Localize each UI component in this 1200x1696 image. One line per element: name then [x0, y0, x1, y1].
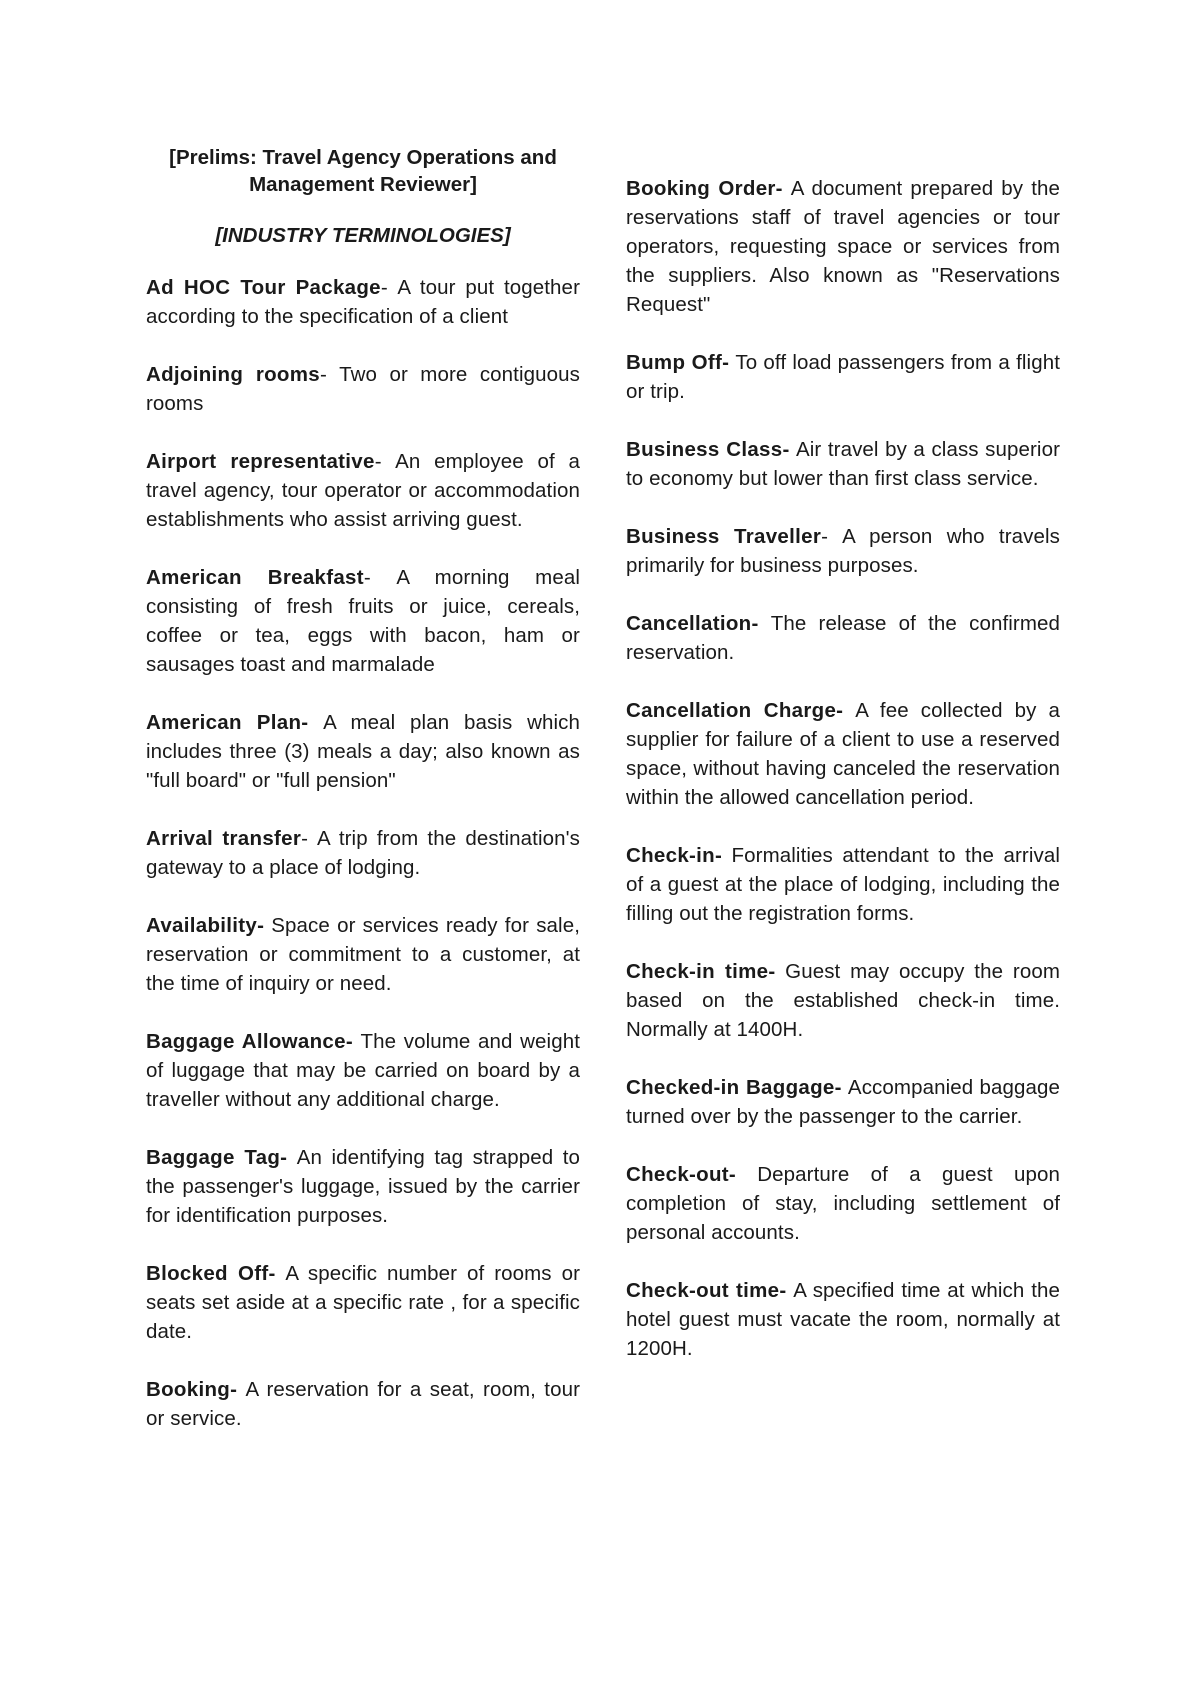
- glossary-term: Ad HOC Tour Package: [146, 276, 381, 299]
- section-heading: [INDUSTRY TERMINOLOGIES]: [215, 224, 511, 247]
- glossary-term: Availability-: [146, 914, 265, 937]
- glossary-entry: [626, 957, 1060, 1044]
- glossary-term: Business Class-: [626, 438, 790, 461]
- term-separator: -: [821, 525, 843, 548]
- glossary-term: Check-out-: [626, 1163, 737, 1186]
- glossary-entry: [146, 273, 580, 331]
- glossary-term: Blocked Off-: [146, 1262, 276, 1285]
- glossary-definition: An identifying tag strapped to the passenger's luggage, issued by the carrier for identification purposes.: [146, 1146, 580, 1227]
- glossary-term: Booking-: [146, 1378, 238, 1401]
- glossary-entry: [626, 174, 1060, 319]
- glossary-definition: A person who travels primarily for business purposes.: [626, 525, 1060, 577]
- glossary-term: Check-out time-: [626, 1279, 787, 1302]
- glossary-definition: A document prepared by the reservations staff of travel agencies or tour operators, requesting space or services from the suppliers. Also known as "Reservations Request": [626, 177, 1060, 316]
- glossary-definition: A specified time at which the hotel guest must vacate the room, normally at 1200H.: [626, 1279, 1060, 1360]
- glossary-term: Adjoining rooms: [146, 363, 320, 386]
- glossary-term: Booking Order-: [626, 177, 783, 200]
- glossary-term: Checked-in Baggage-: [626, 1076, 842, 1099]
- glossary-entry: [146, 447, 580, 534]
- title-line-1: [Prelims: Travel Agency Operations and: [169, 146, 557, 169]
- term-separator: -: [301, 827, 318, 850]
- right-glossary-list: [626, 174, 1060, 1363]
- glossary-definition: An employee of a travel agency, tour operator or accommodation establishments who assist arriving guest.: [146, 450, 580, 531]
- glossary-term: American Plan-: [146, 711, 309, 734]
- glossary-entry: [146, 1027, 580, 1114]
- glossary-definition: Accompanied baggage turned over by the passenger to the carrier.: [626, 1076, 1060, 1128]
- term-separator: -: [374, 450, 396, 473]
- glossary-term: Baggage Tag-: [146, 1146, 288, 1169]
- glossary-entry: [146, 911, 580, 998]
- glossary-definition: A trip from the destination's gateway to a place of lodging.: [146, 827, 580, 879]
- term-separator: -: [380, 276, 398, 299]
- glossary-entry: [626, 522, 1060, 580]
- term-separator: [759, 612, 771, 635]
- glossary-definition: To off load passengers from a flight or trip.: [626, 351, 1061, 403]
- glossary-definition: Guest may occupy the room based on the established check-in time. Normally at 1400H.: [626, 960, 1060, 1041]
- glossary-entry: [146, 824, 580, 882]
- left-column: [146, 144, 580, 1462]
- glossary-entry: [146, 360, 580, 418]
- glossary-term: Check-in-: [626, 844, 723, 867]
- term-separator: [722, 844, 731, 867]
- glossary-term: Check-in time-: [626, 960, 776, 983]
- term-separator: [843, 699, 855, 722]
- glossary-entry: [626, 1073, 1060, 1131]
- glossary-definition: Formalities attendant to the arrival of a guest at the place of lodging, including the filling out the registration forms.: [626, 844, 1060, 925]
- glossary-definition: Space or services ready for sale, reservation or commitment to a customer, at the time of inquiry or need.: [146, 914, 580, 995]
- glossary-term: Baggage Allowance-: [146, 1030, 353, 1053]
- term-separator: [775, 960, 785, 983]
- glossary-term: Cancellation Charge-: [626, 699, 844, 722]
- glossary-term: Bump Off-: [626, 351, 730, 374]
- term-separator: [783, 177, 791, 200]
- glossary-term: Airport representative: [146, 450, 375, 473]
- term-separator: [736, 1163, 757, 1186]
- term-separator: [276, 1262, 286, 1285]
- glossary-definition: A morning meal consisting of fresh fruits or juice, cereals, coffee or tea, eggs with bacon, ham or sausages toast and marmalade: [146, 566, 580, 676]
- glossary-definition: The release of the confirmed reservation.: [626, 612, 1061, 664]
- left-glossary-list: [146, 273, 580, 1433]
- glossary-entry: [146, 708, 580, 795]
- document-title: [146, 144, 580, 198]
- glossary-definition: A reservation for a seat, room, tour or service.: [146, 1378, 580, 1430]
- term-separator: [287, 1146, 296, 1169]
- term-separator: -: [319, 363, 340, 386]
- glossary-term: Business Traveller: [626, 525, 822, 548]
- term-separator: [308, 711, 323, 734]
- glossary-entry: [626, 841, 1060, 928]
- glossary-entry: [626, 696, 1060, 812]
- title-line-2: Management Reviewer]: [249, 173, 477, 196]
- glossary-entry: [146, 1259, 580, 1346]
- glossary-definition: A meal plan basis which includes three (3) meals a day; also known as "full board" or "full pension": [146, 711, 580, 792]
- glossary-definition: A specific number of rooms or seats set aside at a specific rate , for a specific date.: [146, 1262, 580, 1343]
- right-column: [626, 174, 1060, 1392]
- glossary-definition: A fee collected by a supplier for failure of a client to use a reserved space, without having canceled the reservation within the allowed cancellation period.: [626, 699, 1061, 809]
- glossary-term: American Breakfast: [146, 566, 364, 589]
- glossary-entry: [626, 1276, 1060, 1363]
- glossary-entry: [626, 609, 1060, 667]
- glossary-definition: The volume and weight of luggage that may be carried on board by a traveller without any additional charge.: [146, 1030, 581, 1111]
- glossary-definition: Departure of a guest upon completion of stay, including settlement of personal accounts.: [626, 1163, 1060, 1244]
- term-separator: -: [363, 566, 397, 589]
- glossary-entry: [146, 563, 580, 679]
- glossary-entry: [146, 1143, 580, 1230]
- glossary-definition: Air travel by a class superior to economy but lower than first class service.: [626, 438, 1061, 490]
- glossary-entry: [626, 348, 1060, 406]
- glossary-entry: [626, 1160, 1060, 1247]
- glossary-term: Arrival transfer: [146, 827, 302, 850]
- glossary-definition: Two or more contiguous rooms: [146, 363, 580, 415]
- glossary-entry: [626, 435, 1060, 493]
- glossary-definition: A tour put together according to the specification of a client: [146, 276, 580, 328]
- glossary-term: Cancellation-: [626, 612, 759, 635]
- glossary-entry: [146, 1375, 580, 1433]
